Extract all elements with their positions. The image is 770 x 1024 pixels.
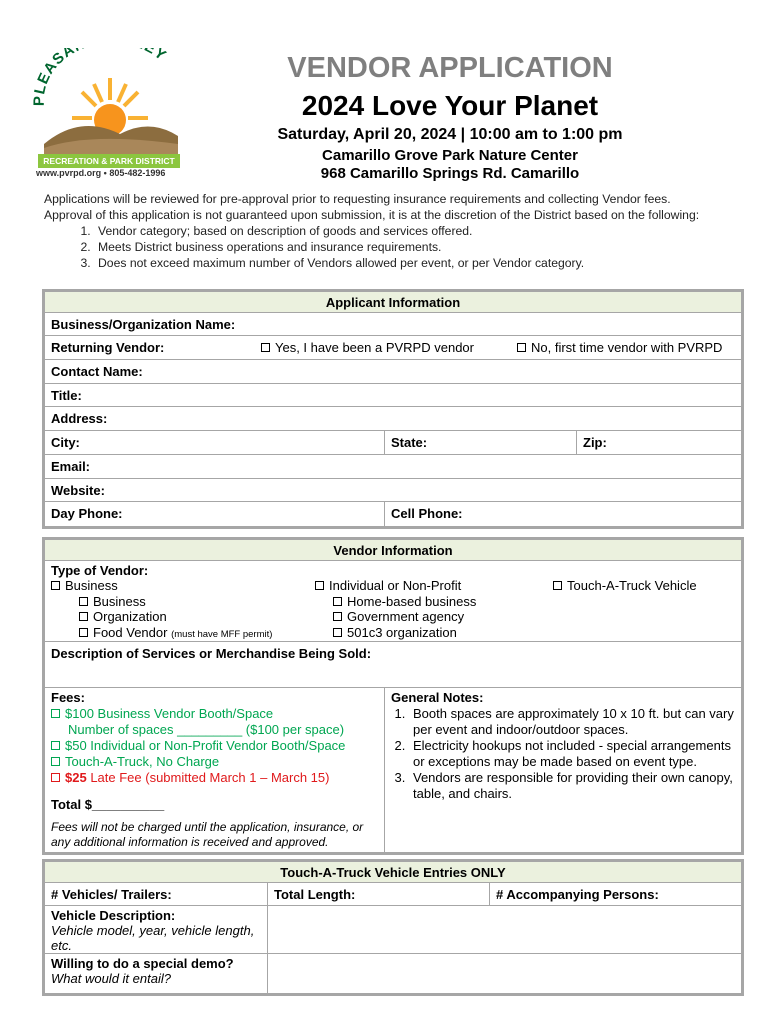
vendor-type-label: Type of Vendor: xyxy=(51,563,149,578)
logo-arc-text: PLEASA Y xyxy=(30,48,170,107)
vendor-individual-option[interactable]: Individual or Non-Profit xyxy=(315,578,476,594)
demo-label: Willing to do a special demo? xyxy=(51,956,234,971)
vendor-truck-option[interactable]: Touch-A-Truck Vehicle xyxy=(553,578,697,594)
sub-business-checkbox[interactable] xyxy=(79,597,88,606)
fees-note: Fees will not be charged until the application, insurance, or any additional information is received and approved. xyxy=(51,820,364,849)
website-row[interactable] xyxy=(45,479,741,502)
fee-late-checkbox[interactable] xyxy=(51,773,60,782)
general-notes-label: General Notes: xyxy=(391,690,484,705)
general-notes-list xyxy=(409,706,735,802)
vendor-individual-group xyxy=(315,578,476,640)
sub-food-checkbox[interactable] xyxy=(79,628,88,637)
sub-home-checkbox[interactable] xyxy=(333,597,342,606)
demo-input[interactable] xyxy=(268,954,741,993)
returning-no-checkbox[interactable] xyxy=(517,343,526,352)
truck-counts-row xyxy=(45,883,741,906)
zip-field[interactable]: Zip: xyxy=(583,435,607,450)
event-address: 968 Camarillo Springs Rd. Camarillo xyxy=(320,165,580,182)
vendor-type-row xyxy=(45,561,741,642)
applicant-section xyxy=(42,289,744,529)
demo-hint: What would it entail? xyxy=(51,971,171,986)
website-label: Website: xyxy=(51,483,105,498)
fees-notes-row xyxy=(45,688,741,852)
pvrpd-logo xyxy=(30,48,190,188)
fees-label: Fees: xyxy=(51,690,85,705)
description-label: Description of Services or Merchandise Being Sold: xyxy=(51,646,372,661)
address-label: Address: xyxy=(51,411,108,426)
vendor-sub-home[interactable]: Home-based business xyxy=(333,594,476,610)
title-row[interactable] xyxy=(45,384,741,407)
event-datetime: Saturday, April 20, 2024 | 10:00 am to 1:00 pm xyxy=(277,126,623,143)
day-phone-field[interactable]: Day Phone: xyxy=(45,502,385,526)
vehicle-description-label-cell xyxy=(45,906,268,953)
event-name: 2024 Love Your Planet xyxy=(301,90,599,121)
state-field[interactable]: State: xyxy=(385,431,577,454)
vendor-sub-501c3[interactable]: 501c3 organization xyxy=(333,625,476,641)
vendor-truck-checkbox[interactable] xyxy=(553,581,562,590)
vendor-business-option[interactable]: Business xyxy=(51,578,272,594)
food-permit-note: (must have MFF permit) xyxy=(171,628,273,640)
returning-no-option[interactable]: No, first time vendor with PVRPD xyxy=(511,336,741,359)
title-label: Title: xyxy=(51,388,82,403)
contact-name-label: Contact Name: xyxy=(51,364,143,379)
persons-field[interactable]: # Accompanying Persons: xyxy=(496,887,659,902)
criteria-item: 3. Does not exceed maximum number of Vendors allowed per event, or per Vendor category. xyxy=(94,255,750,271)
vendor-sub-food[interactable]: Food Vendor (must have MFF permit) xyxy=(79,625,272,643)
fee-truck-option[interactable]: Touch-A-Truck, No Charge xyxy=(51,754,378,770)
general-note: 3. Vendors are responsible for providing their own canopy, table, and chairs. xyxy=(409,770,735,802)
fee-late-option[interactable]: $25 Late Fee (submitted March 1 – March 15) xyxy=(51,770,378,786)
truck-section xyxy=(42,859,744,996)
cell-phone-field[interactable]: Cell Phone: xyxy=(391,506,463,521)
fees-total: Total $__________ xyxy=(51,797,165,812)
description-row[interactable] xyxy=(45,642,741,688)
general-note: 2. Electricity hookups not included - special arrangements or exceptions may be made based on event type. xyxy=(409,738,735,770)
vendor-sub-organization[interactable]: Organization xyxy=(79,609,272,625)
truck-heading: Touch-A-Truck Vehicle Entries ONLY xyxy=(45,862,741,883)
business-name-label: Business/Organization Name: xyxy=(51,317,236,332)
vendor-type-cell xyxy=(45,561,741,641)
contact-name-row[interactable] xyxy=(45,360,741,384)
address-row[interactable] xyxy=(45,407,741,431)
sub-organization-checkbox[interactable] xyxy=(79,612,88,621)
returning-yes-option[interactable]: Yes, I have been a PVRPD vendor xyxy=(255,336,511,359)
intro-text xyxy=(44,191,750,271)
vendor-heading: Vendor Information xyxy=(45,540,741,561)
vendor-section xyxy=(42,537,744,855)
applicant-heading: Applicant Information xyxy=(45,292,741,313)
criteria-item: 2. Meets District business operations and insurance requirements. xyxy=(94,239,750,255)
vehicle-description-input[interactable] xyxy=(268,906,741,953)
late-fee-amount: $25 xyxy=(65,770,87,785)
vendor-individual-checkbox[interactable] xyxy=(315,581,324,590)
fee-individual-option[interactable]: $50 Individual or Non-Profit Vendor Booth/Space xyxy=(51,738,378,754)
email-row[interactable] xyxy=(45,455,741,479)
general-note: 1. Booth spaces are approximately 10 x 10 ft. but can vary per event and indoor/outdoor spaces. xyxy=(409,706,735,738)
form-title: VENDOR APPLICATION xyxy=(287,52,613,84)
fee-business-checkbox[interactable] xyxy=(51,709,60,718)
email-label: Email: xyxy=(51,459,91,474)
vehicle-description-hint: Vehicle model, year, vehicle length, etc. xyxy=(51,923,255,953)
fee-spaces: Number of spaces _________ ($100 per space) xyxy=(68,722,345,737)
criteria-item: 1. Vendor category; based on description of goods and services offered. xyxy=(94,223,750,239)
fee-truck-checkbox[interactable] xyxy=(51,757,60,766)
intro-line-2: Approval of this application is not guaranteed upon submission, it is at the discretion of the District based on the following: xyxy=(44,208,700,222)
vendor-sub-business[interactable]: Business xyxy=(79,594,272,610)
logo-url: www.pvrpd.org • 805-482-1996 xyxy=(36,168,166,178)
sub-government-checkbox[interactable] xyxy=(333,612,342,621)
fee-individual-checkbox[interactable] xyxy=(51,741,60,750)
returning-vendor-row xyxy=(45,336,741,360)
vendor-business-checkbox[interactable] xyxy=(51,581,60,590)
returning-vendor-label: Returning Vendor: xyxy=(51,340,165,355)
sub-501c3-checkbox[interactable] xyxy=(333,628,342,637)
fees-cell xyxy=(45,688,385,852)
city-field[interactable]: City: xyxy=(45,431,385,454)
demo-row xyxy=(45,954,741,993)
fee-business-option[interactable]: $100 Business Vendor Booth/Space xyxy=(51,706,378,722)
vehicle-description-row xyxy=(45,906,741,954)
returning-yes-checkbox[interactable] xyxy=(261,343,270,352)
phone-row xyxy=(45,502,741,526)
business-name-row[interactable] xyxy=(45,313,741,336)
vendor-business-group xyxy=(51,578,272,642)
logo-band-text: RECREATION & PARK DISTRICT xyxy=(43,156,175,166)
vehicle-description-label: Vehicle Description: xyxy=(51,908,176,923)
length-field[interactable]: Total Length: xyxy=(268,883,490,905)
demo-label-cell xyxy=(45,954,268,993)
city-state-zip-row xyxy=(45,431,741,455)
intro-line-1: Applications will be reviewed for pre-approval prior to requesting insurance requirements and collecting Vendor fees. xyxy=(44,192,671,206)
general-notes-cell xyxy=(385,688,741,852)
event-venue: Camarillo Grove Park Nature Center xyxy=(322,147,578,164)
vehicles-field[interactable]: # Vehicles/ Trailers: xyxy=(45,883,268,905)
vendor-sub-government[interactable]: Government agency xyxy=(333,609,476,625)
criteria-list xyxy=(94,223,750,271)
